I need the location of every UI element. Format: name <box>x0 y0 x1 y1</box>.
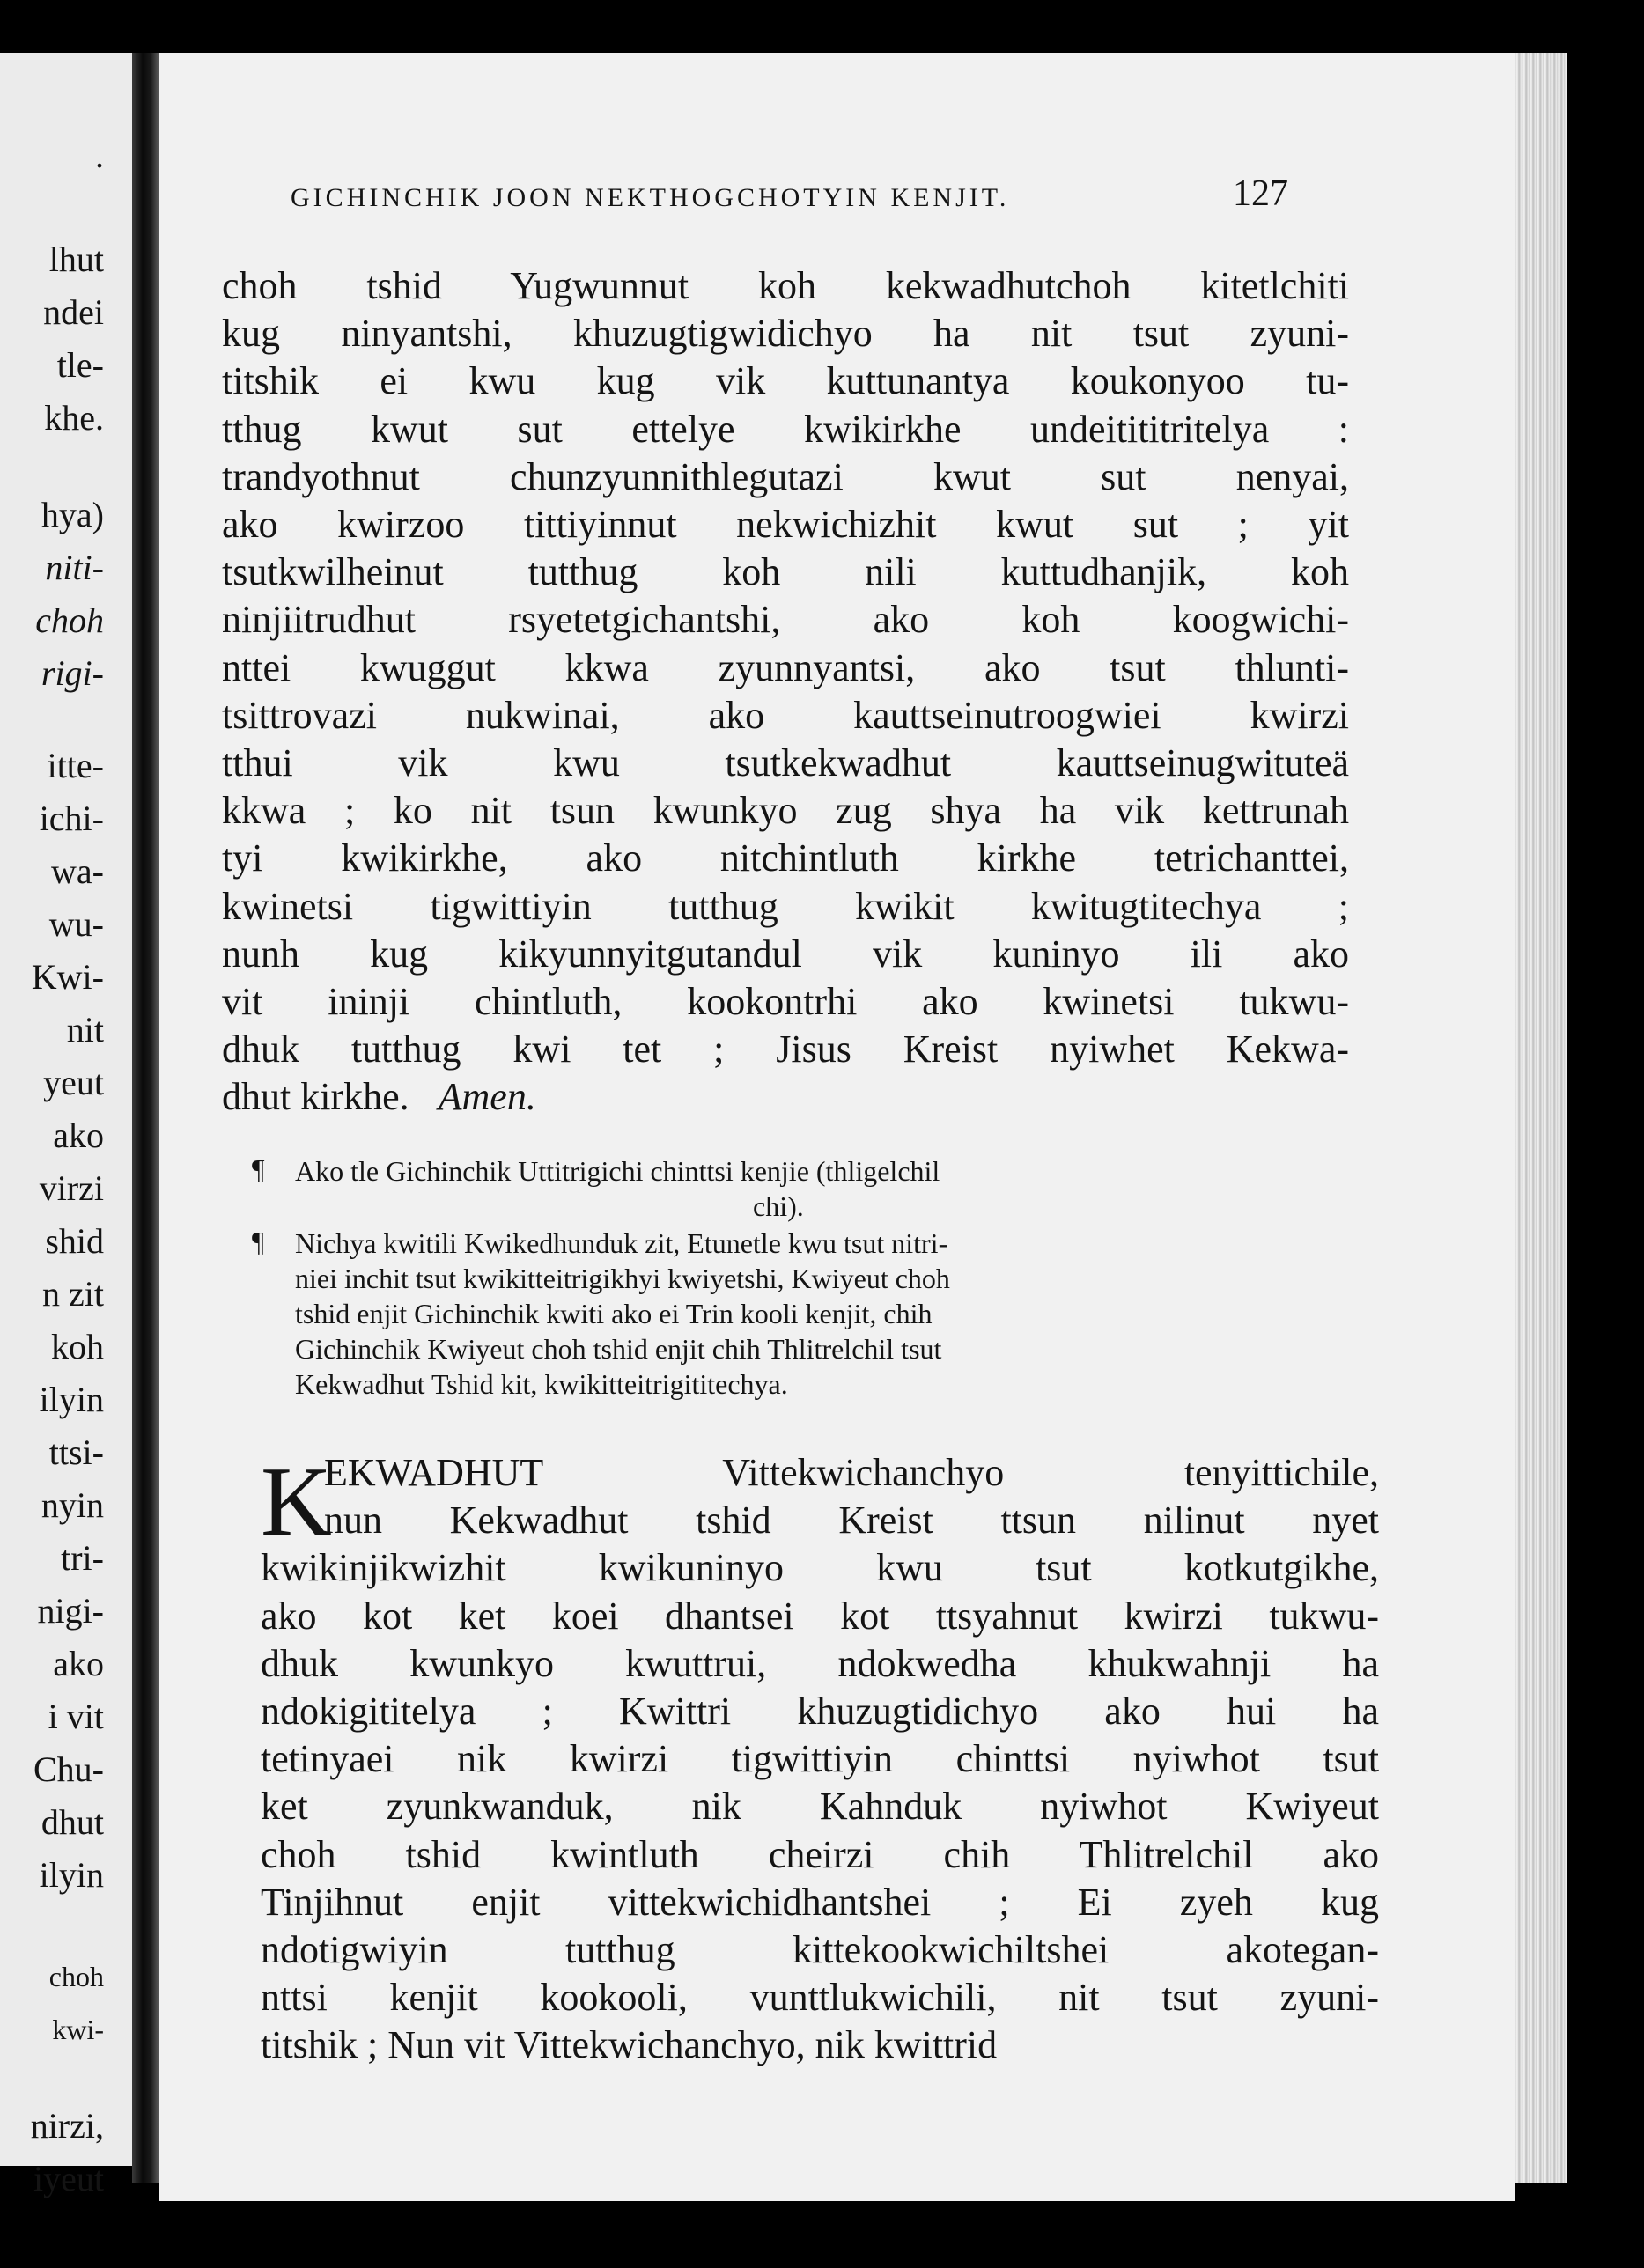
facing-page-fragment: yeut <box>43 1063 104 1102</box>
text-line: tsutkwilheinut tutthug koh nili kuttudhanjik, koh <box>222 550 1349 594</box>
running-title: GICHINCHIK JOON NEKTHOGCHOTYIN KENJIT. <box>291 183 1010 212</box>
text-line: kwinetsi tigwittiyin tutthug kwikit kwitugtitechya ; <box>222 884 1349 928</box>
paragraph-collect <box>222 262 1349 1122</box>
facing-page-fragment: nyin <box>41 1485 104 1525</box>
facing-page-fragment: ako <box>53 1644 104 1683</box>
facing-page-fragment: . <box>95 136 104 175</box>
rubric-1 <box>295 1153 1352 1224</box>
text-line: tshid enjit Gichinchik kwiti ako ei Trin kooli kenjit, chih <box>295 1298 933 1329</box>
facing-page-fragment: niti- <box>45 548 104 587</box>
facing-page-fragment: lhut <box>48 239 104 279</box>
facing-page-fragment: dhut <box>41 1802 104 1842</box>
rubric-mark: ¶ <box>252 1226 265 1257</box>
facing-page-fragment: choh <box>35 600 104 640</box>
drop-cap: K <box>261 1447 332 1557</box>
text-line: niei inchit tsut kwikitteitrigikhyi kwiyetshi, Kwiyeut choh <box>295 1263 950 1294</box>
text-line: EKWADHUT Vittekwichanchyo tenyittichile, <box>324 1451 1379 1494</box>
facing-page-fragment: n zit <box>42 1274 104 1314</box>
facing-page-fragment: kwi- <box>52 2014 104 2045</box>
text-line: ako kwirzoo tittiyinnut nekwichizhit kwut sut ; yit <box>222 503 1349 547</box>
book-gutter <box>132 53 159 2183</box>
facing-page-fragment: rigi- <box>41 653 104 693</box>
text-line: Kekwadhut Tshid kit, kwikitteitrigititechya. <box>295 1368 788 1400</box>
facing-page-fragment: tle- <box>56 345 104 385</box>
facing-page-fragment: shid <box>45 1221 104 1261</box>
text-line: dhuk tutthug kwi tet ; Jisus Kreist nyiwhet Kekwa- <box>222 1027 1349 1071</box>
text-line: kug ninyantshi, khuzugtigwidichyo ha nit tsut zyuni- <box>222 312 1349 356</box>
facing-page-fragment: ilyin <box>39 1855 104 1895</box>
text-line: ndotigwiyin tutthug kittekookwichiltshei akotegan- <box>261 1928 1379 1972</box>
text-line: nttei kwuggut kkwa zyunnyantsi, ako tsut thlunti- <box>222 645 1349 689</box>
facing-page-fragment: ichi- <box>39 799 104 838</box>
page-number: 127 <box>1233 173 1288 214</box>
text-line: tetinyaei nik kwirzi tigwittiyin chinttsi nyiwhot tsut <box>261 1737 1379 1781</box>
text-line: Gichinchik Kwiyeut choh tshid enjit chih Thlitrelchil tsut <box>295 1333 942 1365</box>
text-line: nunh kug kikyunnyitgutandul vik kuninyo ili ako <box>222 932 1349 976</box>
text-line: nun Kekwadhut tshid Kreist ttsun nilinut nyet <box>324 1498 1379 1543</box>
facing-page-fragment: i vit <box>48 1697 104 1736</box>
facing-page-fragment: virzi <box>39 1168 104 1208</box>
text-line: Ako tle Gichinchik Uttitrigichi chinttsi kenjie (thligelchil <box>295 1155 940 1187</box>
paragraph-prayer <box>261 1449 1379 2070</box>
facing-page-fragment: Kwi- <box>31 957 104 997</box>
facing-page-fragment: choh <box>48 1961 104 1992</box>
rubric-2 <box>295 1226 1352 1402</box>
text-line: choh tshid Yugwunnut koh kekwadhutchoh kitetlchiti <box>222 264 1349 307</box>
text-line: dhuk kwunkyo kwuttrui, ndokwedha khukwahnji ha <box>261 1641 1379 1685</box>
text-line: Tinjihnut enjit vittekwichidhantshei ; Ei zyeh kug <box>261 1880 1379 1924</box>
text-line: tyi kwikirkhe, ako nitchintluth kirkhe tetrichanttei, <box>222 836 1349 880</box>
facing-page-left <box>0 53 132 2198</box>
text-line: trandyothnut chunzyunnithlegutazi kwut sut nenyai, <box>222 454 1349 498</box>
rubric-mark: ¶ <box>252 1153 265 1185</box>
facing-page-fragment: nit <box>66 1010 104 1049</box>
facing-page-fragment: ndei <box>43 292 104 332</box>
text-line: tthui vik kwu tsutkekwadhut kauttseinugwituteä <box>222 741 1349 785</box>
text-line: ako kot ket koei dhantsei kot ttsyahnut kwirzi tukwu- <box>261 1594 1379 1638</box>
text-line: nttsi kenjit kookooli, vunttlukwichili, nit tsut zyuni- <box>261 1976 1379 2020</box>
facing-page-fragment: hya) <box>41 495 104 534</box>
text-line: chi). <box>753 1190 804 1222</box>
facing-page-fragment: koh <box>51 1327 104 1366</box>
facing-page-fragment: khe. <box>44 398 104 438</box>
facing-page-fragment: ako <box>53 1116 104 1155</box>
amen: Amen. <box>438 1075 536 1119</box>
facing-page-fragment: wu- <box>48 904 104 944</box>
facing-page-fragment: nigi- <box>37 1591 104 1631</box>
text-line: tsittrovazi nukwinai, ako kauttseinutroogwiei kwirzi <box>222 693 1349 737</box>
text-line: choh tshid kwintluth cheirzi chih Thlitrelchil ako <box>261 1832 1379 1876</box>
text-line: Nichya kwitili Kwikedhunduk zit, Etunetle kwu tsut nitri- <box>295 1227 948 1259</box>
facing-page-fragment: ttsi- <box>48 1432 104 1472</box>
text-line: titshik ei kwu kug vik kuttunantya koukonyoo tu- <box>222 359 1349 403</box>
text-line: dhut kirkhe. <box>222 1075 409 1119</box>
facing-page-fragment: itte- <box>47 746 104 785</box>
text-line: vit ininji chintluth, kookontrhi ako kwinetsi tukwu- <box>222 980 1349 1024</box>
text-line: titshik ; Nun vit Vittekwichanchyo, nik kwittrid <box>261 2023 998 2067</box>
text-line: kkwa ; ko nit tsun kwunkyo zug shya ha vik kettrunah <box>222 789 1349 833</box>
text-line: ninjiitrudhut rsyetetgichantshi, ako koh koogwichi- <box>222 598 1349 642</box>
text-line: kwikinjikwizhit kwikuninyo kwu tsut kotkutgikhe, <box>261 1546 1379 1590</box>
text-line: tthug kwut sut ettelye kwikirkhe undeitititritelya : <box>222 407 1349 451</box>
text-line: ndokigititelya ; Kwittri khuzugtidichyo ako hui ha <box>261 1690 1379 1734</box>
facing-page-fragment: ilyin <box>39 1380 104 1419</box>
facing-page-fragment: nirzi, <box>30 2106 104 2146</box>
facing-page-fragment: wa- <box>51 851 104 891</box>
facing-page-fragment: iyeut <box>33 2159 104 2198</box>
facing-page-fragment: Chu- <box>33 1749 104 1789</box>
page-edges <box>1515 53 1567 2183</box>
facing-page-fragment: tri- <box>61 1538 104 1578</box>
text-line: ket zyunkwanduk, nik Kahnduk nyiwhot Kwiyeut <box>261 1785 1379 1829</box>
